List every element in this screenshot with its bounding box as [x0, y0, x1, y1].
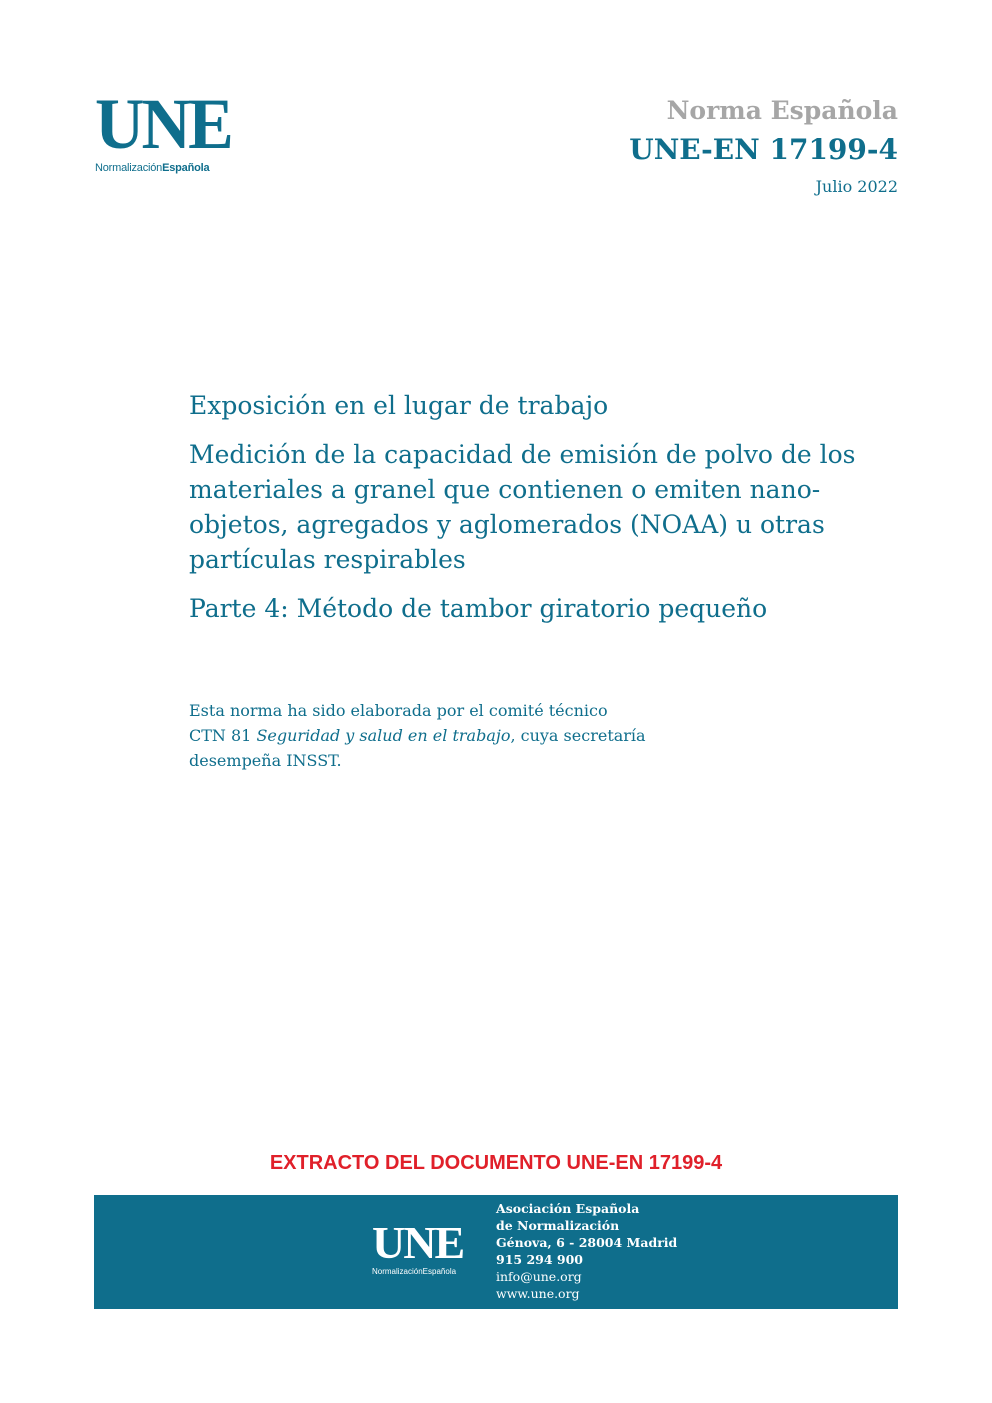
- title-part: Parte 4: Método de tambor giratorio pequeño: [189, 594, 768, 623]
- footer-web-link[interactable]: www.une.org: [496, 1286, 580, 1301]
- footer-address: [496, 1200, 677, 1302]
- title-general: Exposición en el lugar de trabajo: [189, 391, 609, 420]
- footer-logo-subtitle: NormalizaciónEspañola: [372, 1267, 457, 1276]
- committee-ctn: CTN 81: [189, 726, 257, 745]
- footer-email-link[interactable]: info@une.org: [496, 1269, 582, 1284]
- une-logo: [95, 84, 245, 174]
- committee-ctn-name: Seguridad y salud en el trabajo: [256, 726, 511, 745]
- document-titles: [189, 388, 869, 626]
- une-logo-mark: UNE: [95, 84, 231, 164]
- footer-box: [94, 1195, 898, 1309]
- footer-phone: 915 294 900: [496, 1252, 583, 1267]
- title-main: Medición de la capacidad de emisión de polvo de los materiales a granel que contienen o emiten nano-objetos, agregados y aglomerados (NOAA) u otras partículas respirables: [189, 440, 856, 574]
- footer-org-line-1: Asociación Española: [496, 1201, 640, 1216]
- committee-ctn-tail: , cuya secretaría: [510, 726, 646, 745]
- footer-org-line-2: de Normalización: [496, 1218, 620, 1233]
- footer-logo: [372, 1217, 464, 1276]
- committee-line-1: Esta norma ha sido elaborada por el comité técnico: [189, 701, 608, 720]
- footer-street: Génova, 6 - 28004 Madrid: [496, 1235, 678, 1250]
- committee-note: [189, 698, 709, 773]
- committee-line-2: [189, 723, 709, 748]
- logo-sub-regular: Normalización: [95, 162, 163, 174]
- norm-date: Julio 2022: [815, 177, 898, 196]
- committee-line-3: desempeña INSST.: [189, 751, 342, 770]
- extract-banner: EXTRACTO DEL DOCUMENTO UNE-EN 17199-4: [269, 1152, 723, 1174]
- footer-logo-mark: UNE: [372, 1217, 464, 1268]
- norm-label: Norma Española: [666, 96, 898, 125]
- logo-sub-bold: Española: [162, 162, 210, 174]
- norm-code: UNE-EN 17199-4: [629, 133, 898, 166]
